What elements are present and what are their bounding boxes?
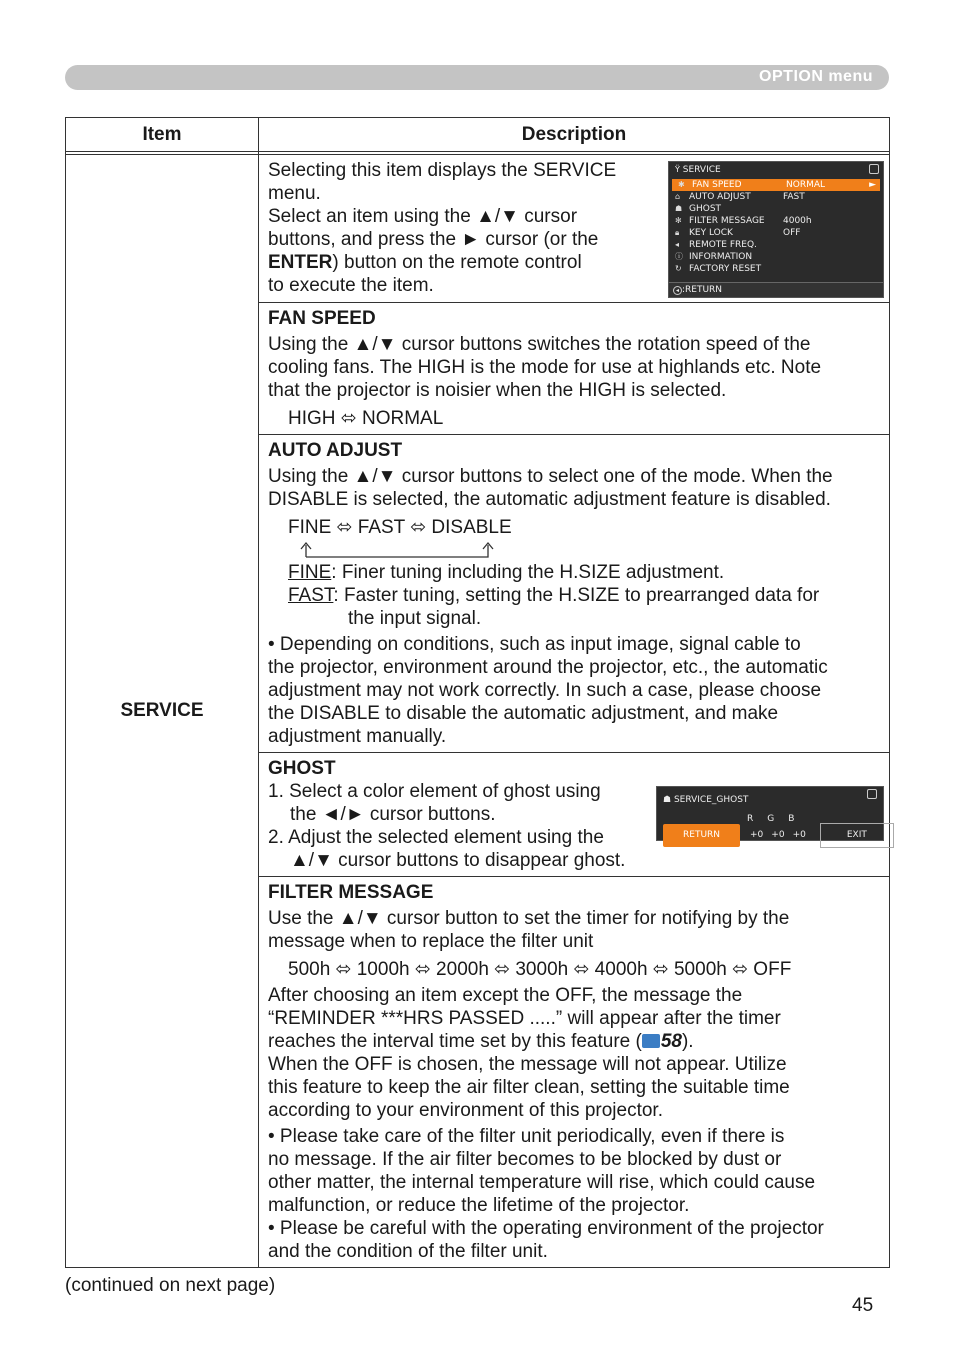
section-header-bar: [65, 65, 889, 90]
ghost-menu-screenshot: [656, 786, 884, 841]
fan-line: cooling fans. The HIGH is the mode for use at highlands etc. Note: [268, 357, 822, 378]
fan-line: that the projector is noisier when the HIGH is selected.: [268, 380, 727, 401]
osd-row-remote-freq: [669, 239, 883, 251]
osd-row-value: NORMAL: [786, 180, 826, 190]
filter-line: “REMINDER ***HRS PASSED .....” will appear after the timer: [268, 1008, 781, 1029]
auto-adjust-icon: ⌂: [675, 192, 681, 201]
filter-note: [268, 1125, 880, 1263]
fast-desc-cont: the input signal.: [348, 608, 482, 629]
note-line: the DISABLE to disable the automatic adjustment, and make: [268, 703, 779, 724]
ghost-b-label: B: [788, 814, 795, 824]
continued-note: (continued on next page): [65, 1275, 276, 1296]
intro-line: [268, 251, 616, 274]
ghost-icon: ☗: [675, 204, 683, 213]
ghost-exit-button: EXIT: [820, 823, 894, 848]
fan-speed-cell: [259, 303, 890, 435]
enter-key-label: ENTER: [268, 252, 333, 273]
auto-line: Using the ▲/▼ cursor buttons to select one of the mode. When the: [268, 466, 833, 487]
osd-row-auto-adjust: [669, 191, 883, 203]
osd-row-filter-message: [669, 215, 883, 227]
osd-row-key-lock: [669, 227, 883, 239]
intro-line-rest: ) button on the remote control: [332, 252, 582, 273]
osd-row-fan-speed: [672, 179, 880, 191]
ghost-r-value: +0: [750, 830, 764, 840]
ghost-cell: [259, 753, 890, 877]
osd-row-value: 4000h: [783, 216, 812, 226]
fan-speed-title: FAN SPEED: [268, 308, 376, 329]
filter-icon: ✻: [675, 216, 682, 225]
column-header-item: Item: [66, 118, 259, 152]
section-title: OPTION menu: [759, 68, 873, 85]
filter-line-part: reaches the interval time set by this feature (: [268, 1031, 642, 1052]
auto-adjust-options: FINE ⬄ FAST ⬄ DISABLE: [288, 517, 512, 538]
note-line: • Please take care of the filter unit periodically, even if there is: [268, 1126, 785, 1147]
lock-icon: 🔒︎: [675, 228, 680, 237]
osd-row-name: INFORMATION: [689, 252, 753, 262]
loop-arrow: [288, 539, 880, 561]
ghost-step: the ◄/► cursor buttons.: [290, 804, 496, 825]
osd-row-name: FACTORY RESET: [689, 264, 762, 274]
auto-line: DISABLE is selected, the automatic adjustment feature is disabled.: [268, 489, 831, 510]
intro-line: Selecting this item displays the SERVICE: [268, 160, 617, 181]
reset-icon: ↻: [675, 264, 682, 273]
intro-cell: [259, 155, 890, 303]
ghost-step: 2. Adjust the selected element using the: [268, 827, 604, 848]
filter-line: Use the ▲/▼ cursor button to set the timer for notifying by the: [268, 908, 790, 929]
note-line: malfunction, or reduce the lifetime of the projector.: [268, 1195, 690, 1216]
note-line: the projector, environment around the projector, etc., the automatic: [268, 657, 828, 678]
osd-row-name: AUTO ADJUST: [689, 192, 751, 202]
filter-description: [268, 984, 880, 1122]
ghost-g-label: G: [767, 814, 775, 824]
filter-message-options: 500h ⬄ 1000h ⬄ 2000h ⬄ 3000h ⬄ 4000h ⬄ 5000h ⬄ OFF: [288, 959, 792, 980]
fast-term: FAST: [288, 585, 334, 606]
note-line: • Depending on conditions, such as input image, signal cable to: [268, 634, 801, 655]
note-line: no message. If the air filter becomes to be blocked by dust or: [268, 1149, 782, 1170]
fine-term: FINE: [288, 562, 332, 583]
filter-line: this feature to keep the air filter clean, setting the suitable time: [268, 1077, 790, 1098]
book-icon: [642, 1034, 660, 1048]
ghost-r-label: R: [747, 814, 754, 824]
filter-line-part: ).: [681, 1031, 694, 1052]
fan-icon: ✱: [678, 180, 685, 189]
ghost-return-button: RETURN: [663, 824, 740, 847]
service-menu-screenshot: [668, 161, 884, 298]
note-line: other matter, the internal temperature will rise, which could cause: [268, 1172, 816, 1193]
item-name: SERVICE: [120, 700, 204, 721]
fan-speed-text: [268, 333, 880, 402]
fine-desc: : Finer tuning including the H.SIZE adjustment.: [331, 562, 725, 583]
osd-row-value: FAST: [783, 192, 805, 202]
ghost-step: ▲/▼ cursor buttons to disappear ghost.: [290, 850, 626, 871]
osd-row-name: REMOTE FREQ.: [689, 240, 757, 250]
page-reference-link[interactable]: 58: [660, 1031, 682, 1052]
note-line: • Please be careful with the operating environment of the projector: [268, 1218, 824, 1239]
return-icon: ◂: [673, 286, 682, 295]
wrench-icon: Ÿ: [675, 165, 680, 174]
intro-line: to execute the item.: [268, 275, 434, 296]
table-row: [66, 155, 890, 303]
osd-title: SERVICE: [682, 165, 721, 175]
fast-definition: [288, 584, 880, 607]
intro-line: buttons, and press the ► cursor (or the: [268, 229, 599, 250]
item-cell: [66, 155, 259, 1268]
osd-row-name: FILTER MESSAGE: [689, 216, 765, 226]
osd-row-name: GHOST: [689, 204, 722, 214]
osd-row-ghost: [669, 203, 883, 215]
note-line: adjustment may not work correctly. In such a case, please choose: [268, 680, 822, 701]
info-icon: ⓘ: [675, 252, 683, 261]
auto-adjust-note: [268, 633, 880, 748]
filter-line: When the OFF is chosen, the message will not appear. Utilize: [268, 1054, 787, 1075]
ghost-g-value: +0: [771, 830, 785, 840]
ghost-b-value: +0: [792, 830, 806, 840]
remote-icon: ◂: [675, 240, 680, 249]
ghost-title: GHOST: [268, 758, 336, 779]
filter-line: message when to replace the filter unit: [268, 931, 594, 952]
fine-definition: [288, 561, 880, 584]
fan-speed-options: HIGH ⬄ NORMAL: [288, 408, 444, 429]
arrow-right-icon: ►: [869, 180, 876, 190]
filter-line: [268, 1030, 880, 1053]
intro-line: menu.: [268, 183, 321, 204]
close-icon: [869, 164, 879, 174]
osd-row-information: [669, 251, 883, 263]
note-line: and the condition of the filter unit.: [268, 1241, 548, 1262]
fast-desc: : Faster tuning, setting the H.SIZE to prearranged data for: [333, 585, 820, 606]
auto-adjust-cell: [259, 435, 890, 753]
filter-message-cell: [259, 877, 890, 1268]
filter-line: After choosing an item except the OFF, the message the: [268, 985, 743, 1006]
option-table: [65, 117, 890, 1268]
close-icon: [867, 789, 877, 799]
column-header-description: Description: [259, 118, 890, 152]
ghost-icon: ☗: [663, 795, 672, 805]
auto-adjust-title: AUTO ADJUST: [268, 440, 403, 461]
fan-line: Using the ▲/▼ cursor buttons switches the rotation speed of the: [268, 334, 811, 355]
note-line: adjustment manually.: [268, 726, 447, 747]
osd-row-name: KEY LOCK: [689, 228, 733, 238]
intro-line: Select an item using the ▲/▼ cursor: [268, 206, 578, 227]
osd-row-factory-reset: [669, 263, 883, 275]
ghost-step: 1. Select a color element of ghost using: [268, 781, 601, 802]
page-number: 45: [852, 1295, 874, 1316]
osd-title: SERVICE_GHOST: [673, 795, 749, 805]
osd-row-name: FAN SPEED: [692, 180, 742, 190]
ghost-steps: [268, 780, 625, 872]
filter-message-title: FILTER MESSAGE: [268, 882, 434, 903]
filter-line: according to your environment of this projector.: [268, 1100, 663, 1121]
osd-row-value: OFF: [783, 228, 801, 238]
osd-return-label: :RETURN: [682, 285, 723, 295]
intro-text: [268, 159, 616, 298]
